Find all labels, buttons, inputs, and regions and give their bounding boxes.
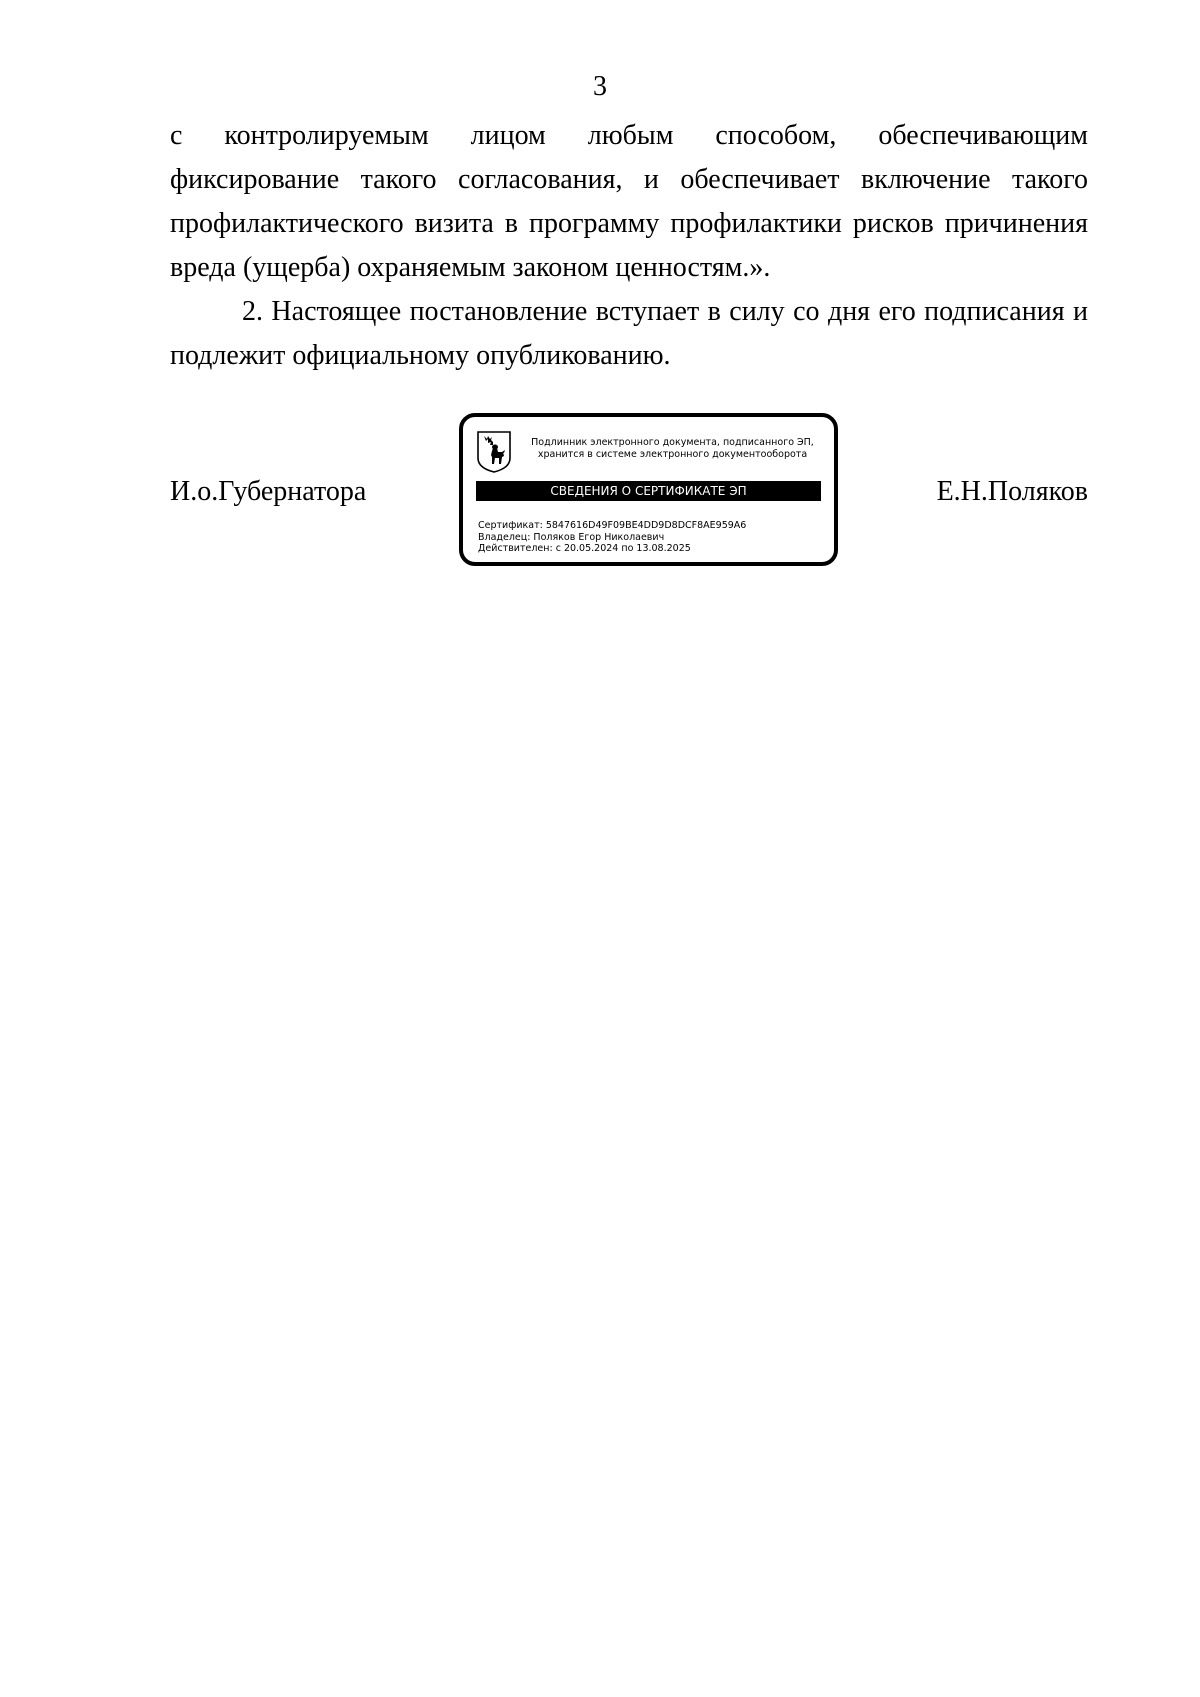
coat-of-arms-deer-icon: [476, 430, 512, 474]
stamp-certificate-info: [478, 520, 746, 555]
signatory-name: Е.Н.Поляков: [936, 476, 1088, 507]
electronic-signature-stamp: [459, 413, 838, 566]
stamp-heading-line: хранится в системе электронного документооборота: [537, 449, 808, 460]
page-number: 3: [593, 71, 607, 102]
signatory-position: И.о.Губернатора: [170, 476, 367, 507]
stamp-heading: [519, 437, 826, 461]
stamp-heading-line: Подлинник электронного документа, подписанного ЭП,: [531, 437, 814, 448]
body-paragraph: с контролируемым лицом любым способом, обеспечивающим фиксирование такого согласования, и обеспечивает включение такого профилактического визита в программу профилактики рисков причинения вреда (ущерба) охраняемым законом ценностям.».: [170, 120, 1088, 283]
stamp-validity: Действителен: с 20.05.2024 по 13.08.2025: [478, 543, 691, 554]
stamp-certificate-number: Сертификат: 5847616D49F09BE4DD9D8DCF8AE959A6: [478, 520, 747, 531]
stamp-owner: Владелец: Поляков Егор Николаевич: [478, 531, 665, 543]
stamp-certificate-bar: СВЕДЕНИЯ О СЕРТИФИКАТЕ ЭП: [476, 481, 821, 501]
document-body: [170, 114, 1088, 378]
body-paragraph: 2. Настоящее постановление вступает в силу со дня его подписания и подлежит официальному опубликованию.: [170, 296, 1088, 371]
